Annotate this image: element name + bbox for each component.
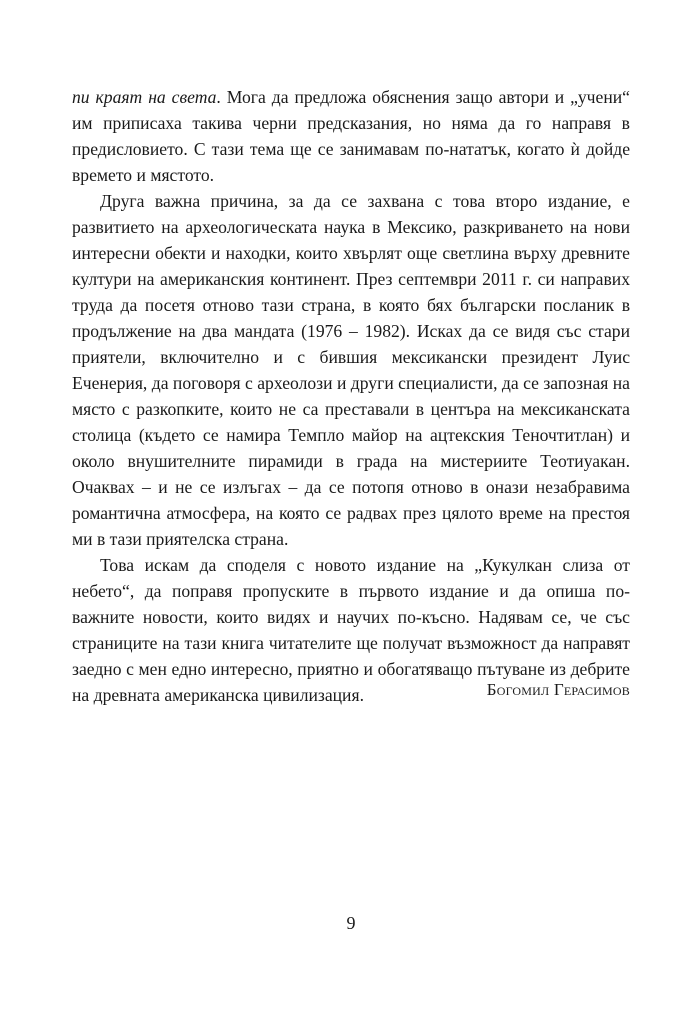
book-page: [72, 84, 630, 984]
page-body-text: [72, 84, 630, 708]
paragraph: Друга важна причина, за да се захвана с това второ издание, е развитието на археологическата наука в Мексико, разкриването на нови интересни обекти и находки, които хвърлят още светлина върху древните култури на американския континент. През септември 2011 г. си направих труда да посетя отново тази страна, в която бях български посланик в продължение на два мандата (1976 – 1982). Исках да се видя със стари приятели, включително и с бившия мексикански президент Луис Еченерия, да поговоря с археолози и други специалисти, да се запозная на място с разкопките, които не са преставали в центъра на мексиканската столица (където се намира Темпло майор на ацтекския Теночтитлан) и около внушителните пирамиди в града на мистериите Теотиуакан. Очаквах – и не се излъгах – да се потопя отново в онази незабравима романтична атмосфера, на която се радвах през цялото време на престоя ми в тази приятелска страна.: [72, 191, 630, 549]
author-signature: Богомил Герасимов: [486, 680, 630, 699]
paragraph-continuation: [72, 84, 630, 188]
italic-lead-phrase: пи краят на света: [72, 87, 217, 107]
paragraph: Това искам да споделя с новото издание на „Кукулкан слиза от небето“, да поправя пропуските в първото издание и да опиша по-важните новости, които видях и научих по-късно. Надявам се, че със страниците на тази книга читателите ще получат възможност да направят заедно с мен едно интересно, приятно и обогатяващо пътуване из дебрите на древната американска цивилизация.: [72, 555, 630, 705]
page-number: 9: [346, 913, 356, 933]
paragraph-text: . Мога да предложа обяснения защо автори и „учени“ им приписаха такива черни предсказания, но няма да го направя в предисловието. С тази тема ще се занимавам по-нататък, когато ѝ дойде времето и мястото.: [72, 87, 630, 185]
